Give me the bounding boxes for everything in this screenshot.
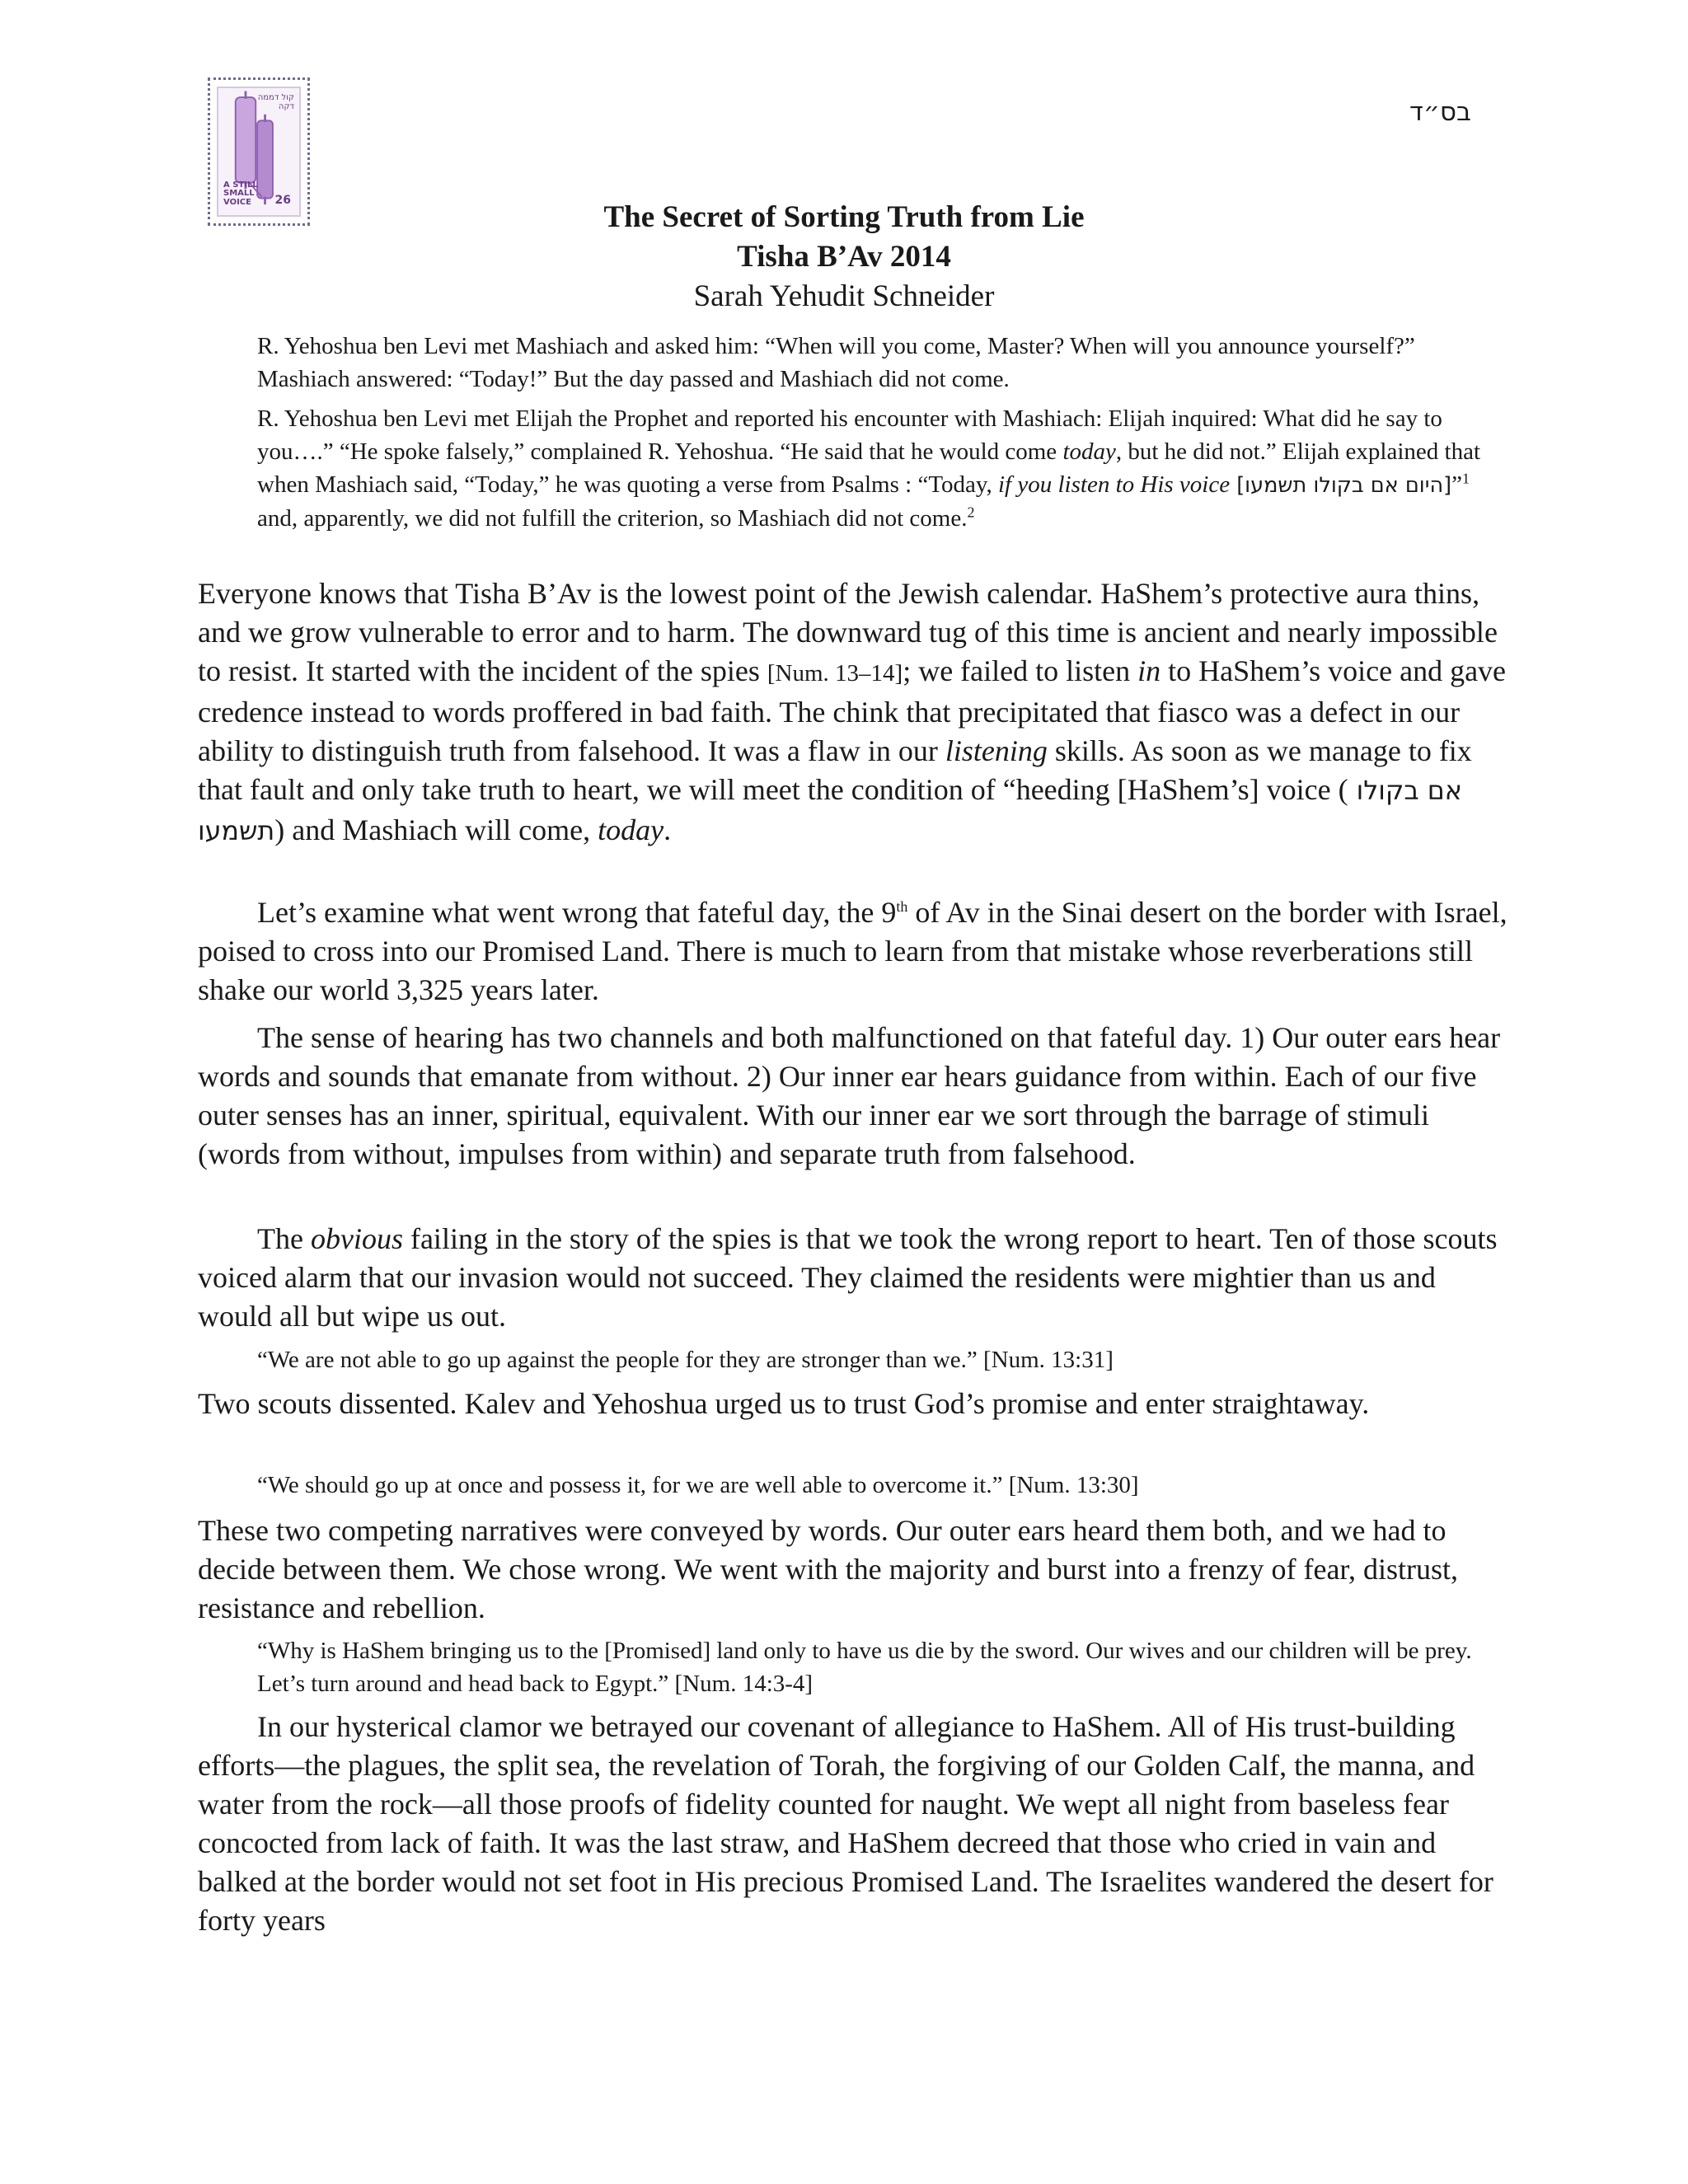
- body-text: of Av in the Sinai desert on the border with Israel, poised to cross into our Promised Land. There is much to learn from that mistake whose reverberations still shake our world 3,325 years later.: [198, 896, 1507, 1006]
- epigraph-italic-today: today: [1062, 438, 1116, 465]
- epigraph-italic-verse: if you listen to His voice: [998, 471, 1231, 498]
- body-text: to HaShem’s voice and gave credence instead to words proffered in bad faith. The chink that precipitated that fiasco was a defect in our ability to distinguish truth from falsehood. It was a flaw in our: [198, 654, 1507, 767]
- footnote-ref-1[interactable]: 1: [1461, 470, 1470, 487]
- body-text: ; we failed to listen: [903, 654, 1138, 687]
- body-paragraph-2: [198, 893, 1508, 1010]
- body-text: The: [257, 1222, 311, 1255]
- italic-listening: listening: [945, 734, 1048, 767]
- body-paragraph-3: The sense of hearing has two channels and both malfunctioned on that fateful day. 1) Our outer ears hear words and sounds that emanate from without. 2) Our inner ear hears guidance from within. Each of our five outer senses has an inner, spiritual, equivalent. With our inner ear we sort through the barrage of stimuli (words from without, impulses from within) and separate truth from falsehood.: [198, 1021, 1501, 1170]
- stamp-denomination: 26: [274, 194, 291, 207]
- block-quote-3: “Why is HaShem bringing us to the [Promised] land only to have us die by the sword. Our wives and our children will be prey. Let’s turn around and head back to Egypt.” [Num. 14:3-4]: [257, 1638, 1472, 1697]
- scripture-reference: [Num. 13–14]: [767, 660, 903, 687]
- italic-in: in: [1137, 654, 1161, 687]
- ordinal-suffix: th: [896, 898, 908, 915]
- epigraph-text: R. Yehoshua ben Levi met Elijah the Prophet and reported his encounter with Mashiach: Elijah inquired: What did he say to you….” “He spoke falsely,” complained R. Yehoshua. “He said that he would come: [257, 405, 1442, 465]
- footnote-ref-2[interactable]: 2: [967, 504, 975, 521]
- body-paragraph-5: Two scouts dissented. Kalev and Yehoshua urged us to trust God’s promise and enter straightaway.: [198, 1387, 1370, 1420]
- body-paragraph-7: In our hysterical clamor we betrayed our covenant of allegiance to HaShem. All of His trust-building efforts—the plagues, the split sea, the revelation of Torah, the forgiving of our Golden Calf, the manna, and water from the rock—all those proofs of fidelity counted for naught. We wept all night from baseless fear concocted from lack of faith. It was the last straw, and HaShem decreed that those who cried in vain and balked at the border would not set foot in His precious Promised Land. The Israelites wandered the desert for forty years: [198, 1710, 1493, 1937]
- body-paragraph-6: These two competing narratives were conveyed by words. Our outer ears heard them both, and we had to decide between them. We chose wrong. We went with the majority and burst into a frenzy of fear, distrust, resistance and rebellion.: [198, 1514, 1458, 1624]
- body-paragraph-1: [198, 574, 1508, 851]
- document-subtitle: Tisha B’Av 2014: [737, 240, 951, 274]
- body-text: Everyone knows that Tisha B’Av is the lowest point of the Jewish calendar. HaShem’s protective aura thins, and we grow vulnerable to error and to harm. The downward tug of this time is ancient and nearly impossible to resist. It started with the incident of the spies: [198, 577, 1498, 687]
- body-text: ) and Mashiach will come,: [274, 813, 598, 846]
- epigraph-hebrew-verse: [היום אם בקולו תשמעו]: [1230, 473, 1452, 498]
- body-text: skills. As soon as we manage to fix that fault and only take truth to heart, we will meet the condition of “heeding [HaShem’s] voice (: [198, 734, 1472, 806]
- epigraph-text: and, apparently, we did not fulfill the criterion, so Mashiach did not come.: [257, 505, 968, 532]
- body-text: failing in the story of the spies is that we took the wrong report to heart. Ten of those scouts voiced alarm that our invasion would not succeed. They claimed the residents were mightier than us and would all but wipe us out.: [198, 1222, 1498, 1333]
- stamp-caption: A STILL SMALL VOICE: [223, 180, 258, 207]
- hebrew-phrase: אם בקולו תשמעו: [198, 776, 1462, 846]
- epigraph-text: , but he did not.” Elijah explained that when Mashiach said, “Today,” he was quoting a verse from Psalms : “Today,: [257, 438, 1481, 498]
- document-author: Sarah Yehudit Schneider: [693, 279, 995, 313]
- body-text: .: [663, 813, 672, 846]
- title-block: [198, 198, 1490, 316]
- italic-today: today: [598, 813, 664, 846]
- block-quote-2: “We should go up at once and possess it, for we are well able to overcome it.” [Num. 13:30]: [257, 1472, 1139, 1498]
- block-quote-1: “We are not able to go up against the people for they are stronger than we.” [Num. 13:31]: [257, 1347, 1114, 1373]
- body-paragraph-4: [198, 1220, 1508, 1336]
- epigraph-paragraph-1: R. Yehoshua ben Levi met Mashiach and asked him: “When will you come, Master? When will you announce yourself?” Mashiach answered: “Today!” But the day passed and Mashiach did not come.: [257, 333, 1415, 392]
- italic-obvious: obvious: [310, 1222, 403, 1255]
- body-text: Let’s examine what went wrong that fateful day, the 9: [257, 896, 897, 929]
- epigraph-paragraph-2: [257, 402, 1510, 535]
- epigraph-text: ”: [1451, 471, 1462, 498]
- stamp-hebrew-text: קול דממה דקה: [257, 93, 294, 111]
- bsd-header: בס״ד: [1409, 97, 1471, 127]
- document-title: The Secret of Sorting Truth from Lie: [603, 200, 1085, 234]
